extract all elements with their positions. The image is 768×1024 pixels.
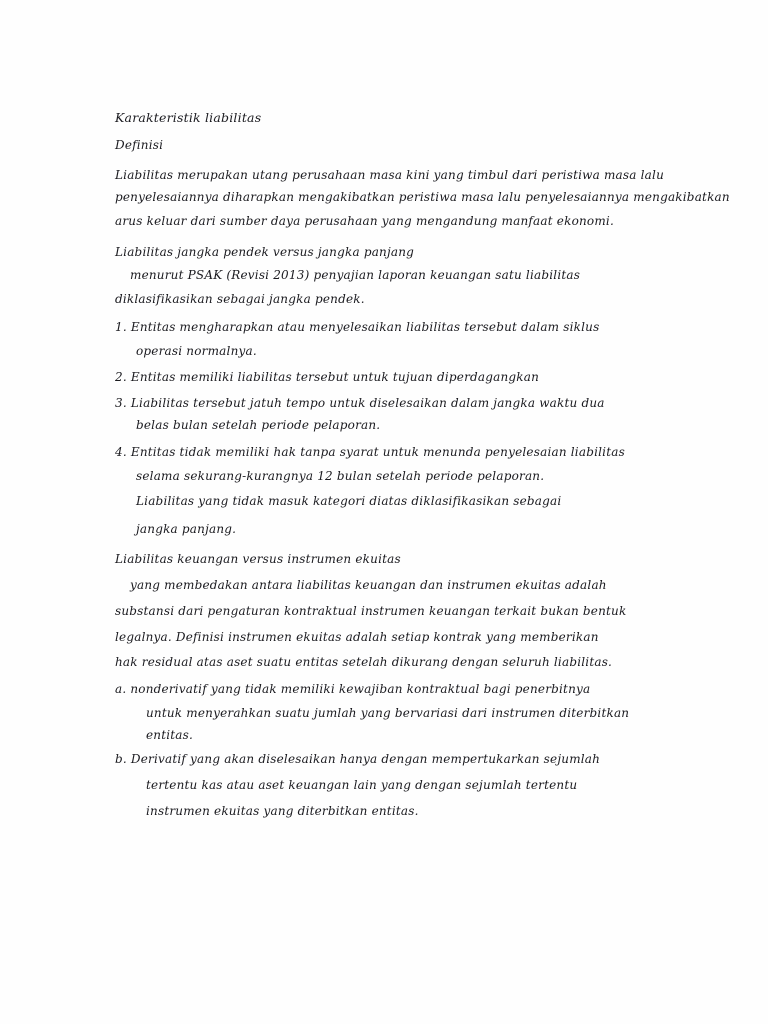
jangka-list-item: operasi normalnya. [136,344,257,358]
jangka-list-item: 2. Entitas memiliki liabilitas tersebut untuk tujuan diperdagangkan [115,370,540,384]
definisi-line: penyelesaiannya diharapkan mengakibatkan peristiwa masa lalu penyelesaiannya mengakibatkan [115,190,730,204]
jangka-list-item: 3. Liabilitas tersebut jatuh tempo untuk diselesaikan dalam jangka waktu dua [115,396,605,410]
keuangan-line: instrumen ekuitas yang diterbitkan entitas. [146,804,419,818]
keuangan-line: untuk menyerahkan suatu jumlah yang bervariasi dari instrumen diterbitkan [146,706,630,720]
keuangan-line: legalnya. Definisi instrumen ekuitas adalah setiap kontrak yang memberikan [115,630,599,644]
keuangan-line: b. Derivatif yang akan diselesaikan hanya dengan mempertukarkan sejumlah [115,752,601,766]
jangka-intro-line: menurut PSAK (Revisi 2013) penyajian laporan keuangan satu liabilitas [130,268,581,282]
jangka-list-item: jangka panjang. [136,522,237,536]
definisi-line: Liabilitas merupakan utang perusahaan masa kini yang timbul dari peristiwa masa lalu [115,168,664,182]
section-heading-jangka: Liabilitas jangka pendek versus jangka panjang [115,245,415,259]
jangka-list-item: Liabilitas yang tidak masuk kategori diatas diklasifikasikan sebagai [136,494,562,508]
jangka-list-item: 4. Entitas tidak memiliki hak tanpa syarat untuk menunda penyelesaian liabilitas [115,445,625,459]
keuangan-line: yang membedakan antara liabilitas keuangan dan instrumen ekuitas adalah [130,578,607,592]
keuangan-line: substansi dari pengaturan kontraktual instrumen keuangan terkait bukan bentuk [115,604,627,618]
jangka-intro-line: diklasifikasikan sebagai jangka pendek. [115,292,365,306]
keuangan-line: hak residual atas aset suatu entitas setelah dikurang dengan seluruh liabilitas. [115,655,613,669]
keuangan-line: entitas. [146,728,194,742]
section-heading-keuangan: Liabilitas keuangan versus instrumen ekuitas [115,552,401,566]
jangka-list-item: belas bulan setelah periode pelaporan. [136,418,381,432]
keuangan-line: a. nonderivatif yang tidak memiliki kewajiban kontraktual bagi penerbitnya [115,682,591,696]
jangka-list-item: selama sekurang-kurangnya 12 bulan setelah periode pelaporan. [136,469,545,483]
document-title: Karakteristik liabilitas [115,110,262,125]
jangka-list-item: 1. Entitas mengharapkan atau menyelesaikan liabilitas tersebut dalam siklus [115,320,600,334]
definisi-line: arus keluar dari sumber daya perusahaan yang mengandung manfaat ekonomi. [115,214,614,228]
section-heading-definisi: Definisi [115,138,164,152]
keuangan-line: tertentu kas atau aset keuangan lain yang dengan sejumlah tertentu [146,778,578,792]
